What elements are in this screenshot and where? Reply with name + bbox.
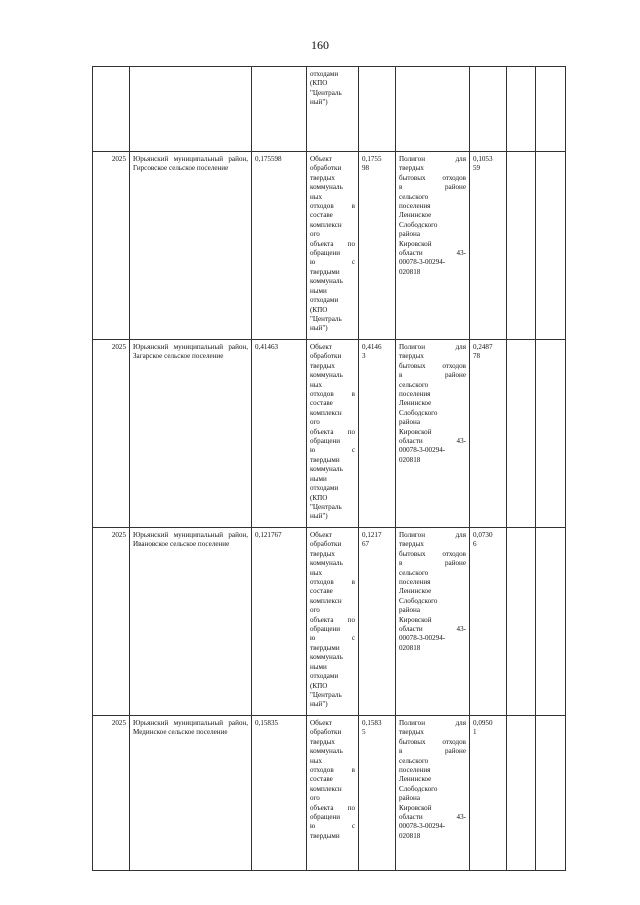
landfill-cell	[396, 67, 470, 152]
treatment-object-cell: Объект обработки твердых коммуналь ных отходов в составе комплексн ого объекта по обращени ю с твердыми	[307, 716, 359, 871]
treatment-object-cell: Объект обработки твердых коммуналь ных отходов в составе комплексн ого объекта по обращени ю с твердыми коммуналь ными отходами (КПО "Централь ный")	[307, 152, 359, 340]
treatment-volume-cell: 0,1583 5	[359, 716, 396, 871]
empty-cell	[536, 340, 566, 528]
municipality-cell: Юрьянский муниципальный район, Ивановское сельское поселение	[130, 528, 252, 716]
waste-flow-table	[92, 66, 566, 871]
treatment-object-cell: Объект обработки твердых коммуналь ных отходов в составе комплексн ого объекта по обращени ю с твердыми коммуналь ными отходами (КПО "Централь ный")	[307, 528, 359, 716]
waste-volume-cell: 0,121767	[252, 528, 307, 716]
waste-volume-cell: 0,175598	[252, 152, 307, 340]
waste-volume-cell: 0,15835	[252, 716, 307, 871]
municipality-cell: Юрьянский муниципальный район, Мединское сельское поселение	[130, 716, 252, 871]
empty-cell	[507, 528, 536, 716]
landfill-cell: Полигон для твердых бытовых отходов в районе сельского поселения Ленинское Слободского района Кировской области 43- 00078-3-00294- 020818	[396, 528, 470, 716]
empty-cell	[507, 716, 536, 871]
disposal-volume-cell: 0,1053 59	[470, 152, 507, 340]
municipality-cell: Юрьянский муниципальный район, Загарское сельское поселение	[130, 340, 252, 528]
table-row	[93, 152, 566, 340]
table-row	[93, 716, 566, 871]
year-cell: 2025	[93, 528, 130, 716]
treatment-object-cell: отходами (КПО "Централь ный")	[307, 67, 359, 152]
landfill-cell: Полигон для твердых бытовых отходов в районе сельского поселения Ленинское Слободского района Кировской области 43- 00078-3-00294- 020818	[396, 340, 470, 528]
empty-cell	[507, 67, 536, 152]
table-row	[93, 340, 566, 528]
table-row	[93, 528, 566, 716]
empty-cell	[536, 152, 566, 340]
treatment-volume-cell	[359, 67, 396, 152]
empty-cell	[536, 716, 566, 871]
treatment-volume-cell: 0,4146 3	[359, 340, 396, 528]
treatment-volume-cell: 0,1755 98	[359, 152, 396, 340]
empty-cell	[536, 528, 566, 716]
treatment-volume-cell: 0,1217 67	[359, 528, 396, 716]
table-row	[93, 67, 566, 152]
landfill-cell: Полигон для твердых бытовых отходов в районе сельского поселения Ленинское Слободского района Кировской области 43- 00078-3-00294- 020818	[396, 716, 470, 871]
waste-volume-cell: 0,41463	[252, 340, 307, 528]
disposal-volume-cell	[470, 67, 507, 152]
year-cell: 2025	[93, 152, 130, 340]
empty-cell	[507, 340, 536, 528]
disposal-volume-cell: 0,2487 78	[470, 340, 507, 528]
empty-cell	[507, 152, 536, 340]
municipality-cell	[130, 67, 252, 152]
page-number: 160	[311, 38, 329, 52]
year-cell: 2025	[93, 340, 130, 528]
empty-cell	[536, 67, 566, 152]
year-cell	[93, 67, 130, 152]
municipality-cell: Юрьянский муниципальный район, Гирсовское сельское поселение	[130, 152, 252, 340]
landfill-cell: Полигон для твердых бытовых отходов в районе сельского поселения Ленинское Слободского района Кировской области 43- 00078-3-00294- 020818	[396, 152, 470, 340]
disposal-volume-cell: 0,0950 1	[470, 716, 507, 871]
treatment-object-cell: Объект обработки твердых коммуналь ных отходов в составе комплексн ого объекта по обращени ю с твердыми коммуналь ными отходами (КПО "Централь ный")	[307, 340, 359, 528]
waste-volume-cell	[252, 67, 307, 152]
disposal-volume-cell: 0,0730 6	[470, 528, 507, 716]
year-cell: 2025	[93, 716, 130, 871]
